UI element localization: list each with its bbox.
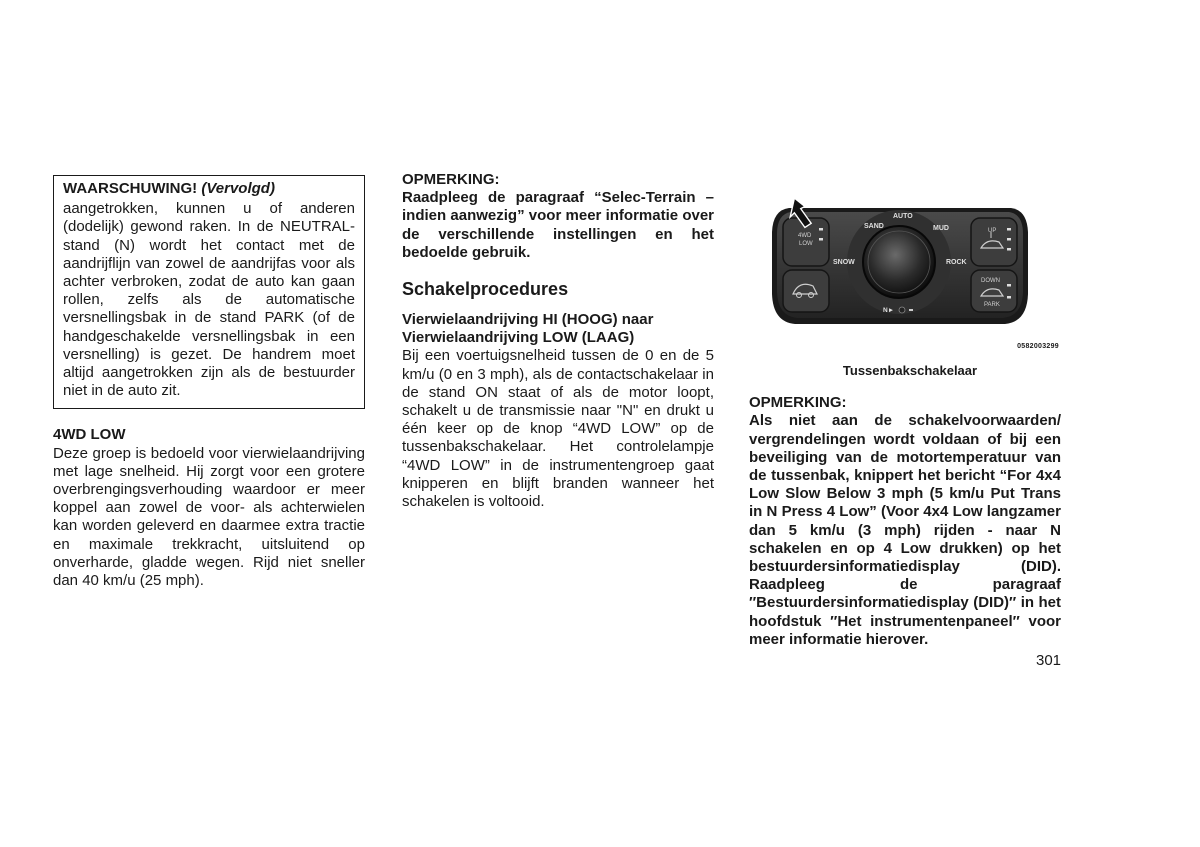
warning-continued: (Vervolgd) <box>201 180 275 197</box>
section-body-4wd-low: Deze groep is bedoeld voor vierwielaandrijving met lage snelheid. Hij zorgt voor een grotere overbrengingsverhouding waardoor er meer koppel aan zowel de voor- als achterwielen kan worden geleverd en daarmee extra tractie en maximale trekkracht, uitsluitend op onverharde, gladde wegen. Rijd niet sneller dan 40 km/u (25 mph). <box>53 444 365 590</box>
figure-caption: Tussenbakschakelaar <box>842 363 978 378</box>
transfer-case-switch-illustration <box>769 198 1031 333</box>
sub-heading-line-1: Vierwielaandrijving HI (HOOG) naar <box>402 311 654 329</box>
label-down: DOWN <box>981 278 1000 284</box>
label-mud: MUD <box>933 225 949 232</box>
label-low: LOW <box>799 241 813 247</box>
figure-code: 0582003299 <box>1017 343 1059 350</box>
section-heading-4wd-low: 4WD LOW <box>53 426 126 444</box>
note-body: Raadpleeg de paragraaf “Selec-Terrain – indien aanwezig” voor meer informatie over de verschillende instellingen en het bedoelde gebruik. <box>402 189 714 261</box>
transfer-case-switch-figure <box>749 188 1061 356</box>
warning-label: WAARSCHUWING! <box>63 180 198 197</box>
warning-title <box>63 180 355 198</box>
label-park: PARK <box>984 302 1000 308</box>
label-neutral: N► <box>883 307 895 314</box>
note-heading-2: OPMERKING: <box>749 394 847 412</box>
label-snow: SNOW <box>833 259 855 266</box>
page-number: 301 <box>1036 652 1062 669</box>
neutral-button-icon <box>899 307 905 313</box>
note-body-2: Als niet aan de schakelvoorwaarden/ vergrendelingen wordt voldaan of bij een beveiliging van de motortemperatuur van de tussenbak, knippert het bericht “For 4x4 Low Slow Below 3 mph (5 km/u Put Trans in N Press 4 Low” (Voor 4x4 Low langzamer dan 5 km/u (3 mph) rijden - naar N schakelen en op 4 Low drukken) op het bestuurdersinformatiedisplay (DID). Raadpleeg de paragraaf ″Bestuurdersinformatiedisplay (DID)″ in het hoofdstuk ″Het instrumentenpaneel″ voor meer informatie hierover. <box>749 412 1061 648</box>
procedure-body: Bij een voertuigsnelheid tussen de 0 en de 5 km/u (0 en 3 mph), als de contactschakelaar in de stand ON staat of als de motor loopt, schakelt u de transmissie naar "N" en drukt u één keer op de knop “4WD LOW” op de tussenbakschakelaar. Het controlelampje “4WD LOW” in de instrumentengroep gaat knipperen en blijft branden wanneer het schakelen is voltooid. <box>402 347 714 511</box>
sub-heading-line-2: Vierwielaandrijving LOW (LAAG) <box>402 329 635 347</box>
label-4wd: 4WD <box>798 233 812 239</box>
section-heading-schakelprocedures: Schakelprocedures <box>402 279 569 300</box>
right-column <box>749 188 1061 649</box>
warning-body: aangetrokken, kunnen u of anderen (dodelijk) gewond raken. In de NEUTRAL-stand (N) wordt het contact met de aandrijflijn van zowel de aandrijfas voor als achter verbroken, zodat de auto kan gaan rollen, zelfs als de automatische versnellingsbak in de stand PARK (of de handgeschakelde versnellingsbak in een versnelling) is gezet. De handrem moet altijd aangetrokken zijn als de bestuurder niet in de auto zit. <box>63 200 355 400</box>
left-column <box>53 175 365 590</box>
label-up: UP <box>988 228 997 234</box>
label-sand: SAND <box>864 223 884 230</box>
note-heading: OPMERKING: <box>402 171 500 188</box>
middle-column <box>402 171 714 511</box>
warning-box <box>53 175 365 409</box>
label-rock: ROCK <box>946 259 967 266</box>
label-auto: AUTO <box>893 213 913 220</box>
